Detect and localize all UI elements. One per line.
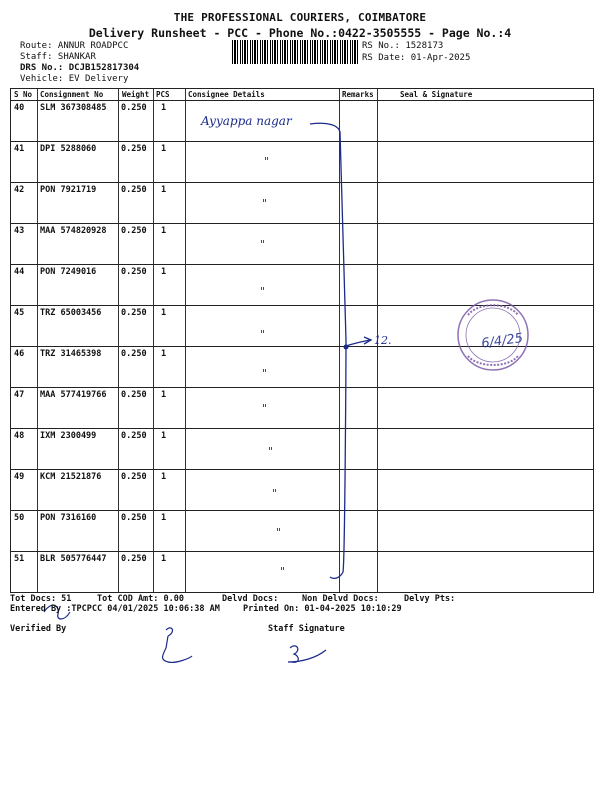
- row-divider: [11, 510, 593, 511]
- row-pcs: 1: [161, 267, 167, 277]
- route-label: Route: ANNUR ROADPCC: [20, 41, 129, 51]
- row-consignment: MAA 577419766: [40, 390, 107, 400]
- row-sno: 44: [14, 267, 25, 277]
- col-divider: [339, 89, 340, 592]
- ditto-mark: ": [276, 526, 282, 539]
- row-consignment: TRZ 65003456: [40, 308, 102, 318]
- row-sno: 47: [14, 390, 25, 400]
- vehicle-label: Vehicle: EV Delivery: [20, 74, 129, 84]
- row-divider: [11, 223, 593, 224]
- row-consignment: SLM 367308485: [40, 103, 107, 113]
- col-header-remarks: Remarks: [342, 90, 374, 99]
- ditto-mark: ": [268, 445, 274, 458]
- entered-by: Entered By :TPCPCC 04/01/2025 10:06:38 AM: [10, 604, 220, 614]
- row-pcs: 1: [161, 349, 167, 359]
- row-sno: 49: [14, 472, 25, 482]
- ditto-mark: ": [262, 367, 268, 380]
- row-consignment: PON 7249016: [40, 267, 97, 277]
- row-divider: [11, 141, 593, 142]
- row-divider: [11, 469, 593, 470]
- row-pcs: 1: [161, 144, 167, 154]
- row-weight: 0.250: [121, 390, 147, 400]
- row-weight: 0.250: [121, 144, 147, 154]
- row-weight: 0.250: [121, 349, 147, 359]
- total-cod: Tot COD Amt: 0.00: [97, 594, 184, 604]
- row-consignment: DPI 5288060: [40, 144, 97, 154]
- row-sno: 46: [14, 349, 25, 359]
- row-divider: [11, 551, 593, 552]
- company-title: THE PROFESSIONAL COURIERS, COIMBATORE: [173, 11, 427, 24]
- staff-signature: [288, 646, 326, 662]
- delivered-docs: Delvd Docs:: [222, 594, 279, 604]
- row-divider: [11, 428, 593, 429]
- row-consignment: MAA 574820928: [40, 226, 107, 236]
- handwritten-count: 12.: [374, 334, 392, 347]
- non-delivered-docs: Non Delvd Docs:: [302, 594, 379, 604]
- printed-on: Printed On: 01-04-2025 10:10:29: [243, 604, 402, 614]
- row-divider: [11, 264, 593, 265]
- row-sno: 50: [14, 513, 25, 523]
- ditto-mark: ": [262, 402, 268, 415]
- row-consignment: PON 7316160: [40, 513, 97, 523]
- row-sno: 51: [14, 554, 25, 564]
- row-divider: [11, 346, 593, 347]
- row-pcs: 1: [161, 513, 167, 523]
- col-divider: [153, 89, 154, 592]
- col-divider: [37, 89, 38, 592]
- handwritten-consignee: Ayyappa nagar: [201, 114, 292, 128]
- row-divider: [11, 305, 593, 306]
- row-consignment: IXM 2300499: [40, 431, 97, 441]
- col-header-pcs: PCS: [156, 90, 170, 99]
- row-sno: 43: [14, 226, 25, 236]
- drs-number: DRS No.: DCJB152817304: [20, 63, 140, 73]
- row-weight: 0.250: [121, 554, 147, 564]
- verified-signature: [163, 628, 193, 663]
- col-header-sno: S No: [14, 90, 33, 99]
- row-weight: 0.250: [121, 267, 147, 277]
- col-header-consignment: Consignment No: [40, 90, 104, 99]
- row-sno: 40: [14, 103, 25, 113]
- runsheet-table: [10, 88, 594, 593]
- row-weight: 0.250: [121, 472, 147, 482]
- delivery-points: Delvy Pts:: [404, 594, 456, 604]
- row-pcs: 1: [161, 185, 167, 195]
- col-header-seal: Seal & Signature: [400, 90, 473, 99]
- col-header-weight: Weight: [122, 90, 150, 99]
- row-pcs: 1: [161, 431, 167, 441]
- row-pcs: 1: [161, 554, 167, 564]
- row-weight: 0.250: [121, 513, 147, 523]
- row-pcs: 1: [161, 390, 167, 400]
- row-weight: 0.250: [121, 226, 147, 236]
- col-divider: [118, 89, 119, 592]
- total-docs: Tot Docs: 51: [10, 594, 72, 604]
- barcode: [232, 40, 358, 64]
- row-pcs: 1: [161, 472, 167, 482]
- row-pcs: 1: [161, 226, 167, 236]
- header-divider: [11, 100, 593, 101]
- row-sno: 42: [14, 185, 25, 195]
- rs-date: RS Date: 01-Apr-2025: [362, 53, 471, 63]
- col-header-consignee: Consignee Details: [188, 90, 265, 99]
- row-consignment: KCM 21521876: [40, 472, 102, 482]
- row-divider: [11, 387, 593, 388]
- staff-signature-label: Staff Signature: [268, 624, 345, 634]
- row-weight: 0.250: [121, 185, 147, 195]
- row-weight: 0.250: [121, 431, 147, 441]
- ditto-mark: ": [260, 238, 266, 251]
- runsheet-subtitle: Delivery Runsheet - PCC - Phone No.:0422-3505555 - Page No.:4: [88, 26, 512, 40]
- row-sno: 45: [14, 308, 25, 318]
- row-consignment: TRZ 31465398: [40, 349, 102, 359]
- ditto-mark: ": [264, 155, 270, 168]
- row-pcs: 1: [161, 308, 167, 318]
- staff-label: Staff: SHANKAR: [20, 52, 96, 62]
- row-consignment: BLR 505776447: [40, 554, 107, 564]
- row-consignment: PON 7921719: [40, 185, 97, 195]
- row-pcs: 1: [161, 103, 167, 113]
- ditto-mark: ": [260, 285, 266, 298]
- ditto-mark: ": [280, 565, 286, 578]
- ditto-mark: ": [272, 487, 278, 500]
- row-weight: 0.250: [121, 308, 147, 318]
- row-sno: 41: [14, 144, 25, 154]
- row-sno: 48: [14, 431, 25, 441]
- rs-number: RS No.: 1528173: [362, 41, 444, 51]
- row-divider: [11, 182, 593, 183]
- ditto-mark: ": [262, 197, 268, 210]
- col-divider: [185, 89, 186, 592]
- row-weight: 0.250: [121, 103, 147, 113]
- ditto-mark: ": [260, 328, 266, 341]
- verified-by-label: Verified By: [10, 624, 67, 634]
- stamp-date: 6/4/25: [480, 330, 524, 352]
